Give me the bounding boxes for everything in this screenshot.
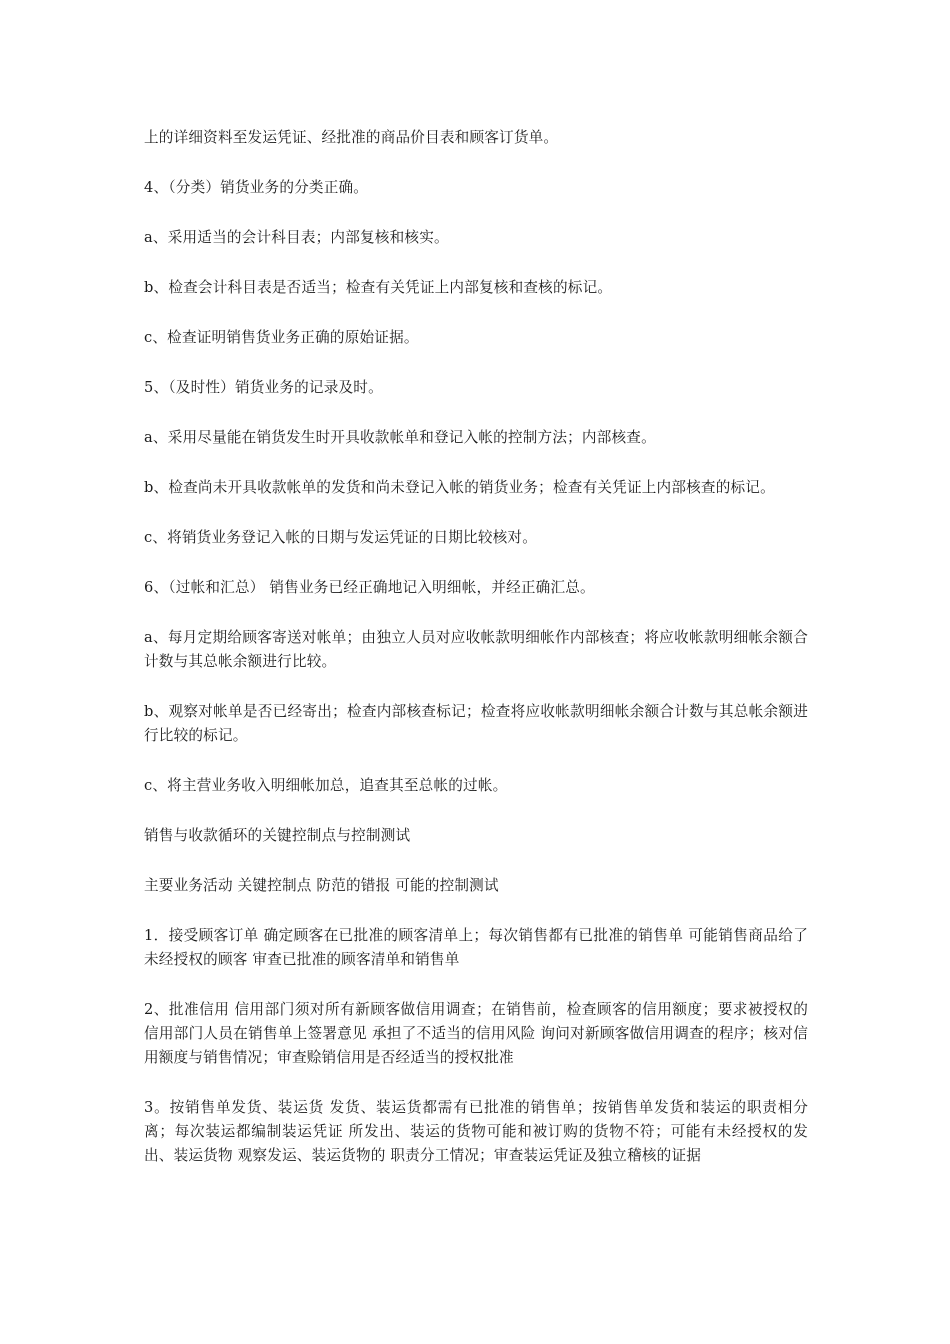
paragraph-heading-6: 6、（过帐和汇总） 销售业务已经正确地记入明细帐，并经正确汇总。 <box>144 579 595 596</box>
activity-2: 2、批准信用 信用部门须对所有新顾客做信用调查；在销售前，检查顾客的信用额度；要求被授权的信用部门人员在销售单上签署意见 承担了不适当的信用风险 询问对新顾客做信用调查的程序；核对信用额度与销售情况；审查赊销信用是否经适当的授权批准 <box>144 1001 808 1066</box>
activity-1: 1．接受顾客订单 确定顾客在已批准的顾客清单上；每次销售都有已批准的销售单 可能销售商品给了未经授权的顾客 审查已批准的顾客清单和销售单 <box>144 927 808 968</box>
paragraph-heading-5: 5、（及时性）销货业务的记录及时。 <box>144 379 383 396</box>
paragraph-4c: c、检查证明销售货业务正确的原始证据。 <box>144 329 419 346</box>
paragraph-6b: b、观察对帐单是否已经寄出；检查内部核查标记；检查将应收帐款明细帐余额合计数与其总帐余额进行比较的标记。 <box>144 703 808 744</box>
paragraph-4a: a、采用适当的会计科目表；内部复核和核实。 <box>144 229 449 246</box>
paragraph-5a: a、采用尽量能在销货发生时开具收款帐单和登记入帐的控制方法；内部核查。 <box>144 429 656 446</box>
section-title: 销售与收款循环的关键控制点与控制测试 <box>144 827 411 844</box>
table-header-line: 主要业务活动 关键控制点 防范的错报 可能的控制测试 <box>144 877 499 894</box>
paragraph-heading-4: 4、（分类）销货业务的分类正确。 <box>144 179 369 196</box>
paragraph-4b: b、检查会计科目表是否适当；检查有关凭证上内部复核和查核的标记。 <box>144 279 613 296</box>
paragraph-5c: c、将销货业务登记入帐的日期与发运凭证的日期比较核对。 <box>144 529 538 546</box>
paragraph-6a: a、每月定期给顾客寄送对帐单；由独立人员对应收帐款明细帐作内部核查；将应收帐款明细帐余额合计数与其总帐余额进行比较。 <box>144 629 808 670</box>
paragraph-6c: c、将主营业务收入明细帐加总，追查其至总帐的过帐。 <box>144 777 508 794</box>
paragraph-continuation: 上的详细资料至发运凭证、经批准的商品价目表和顾客订货单。 <box>144 129 559 146</box>
activity-3: 3。按销售单发货、装运货 发货、装运货都需有已批准的销售单；按销售单发货和装运的职责相分离；每次装运都编制装运凭证 所发出、装运的货物可能和被订购的货物不符；可能有未经授权的发出、装运货物 观察发运、装运货物的 职责分工情况；审查装运凭证及独立稽核的证据 <box>144 1099 808 1164</box>
document-page <box>144 126 808 1168</box>
paragraph-5b: b、检查尚未开具收款帐单的发货和尚未登记入帐的销货业务；检查有关凭证上内部核查的标记。 <box>144 479 775 496</box>
